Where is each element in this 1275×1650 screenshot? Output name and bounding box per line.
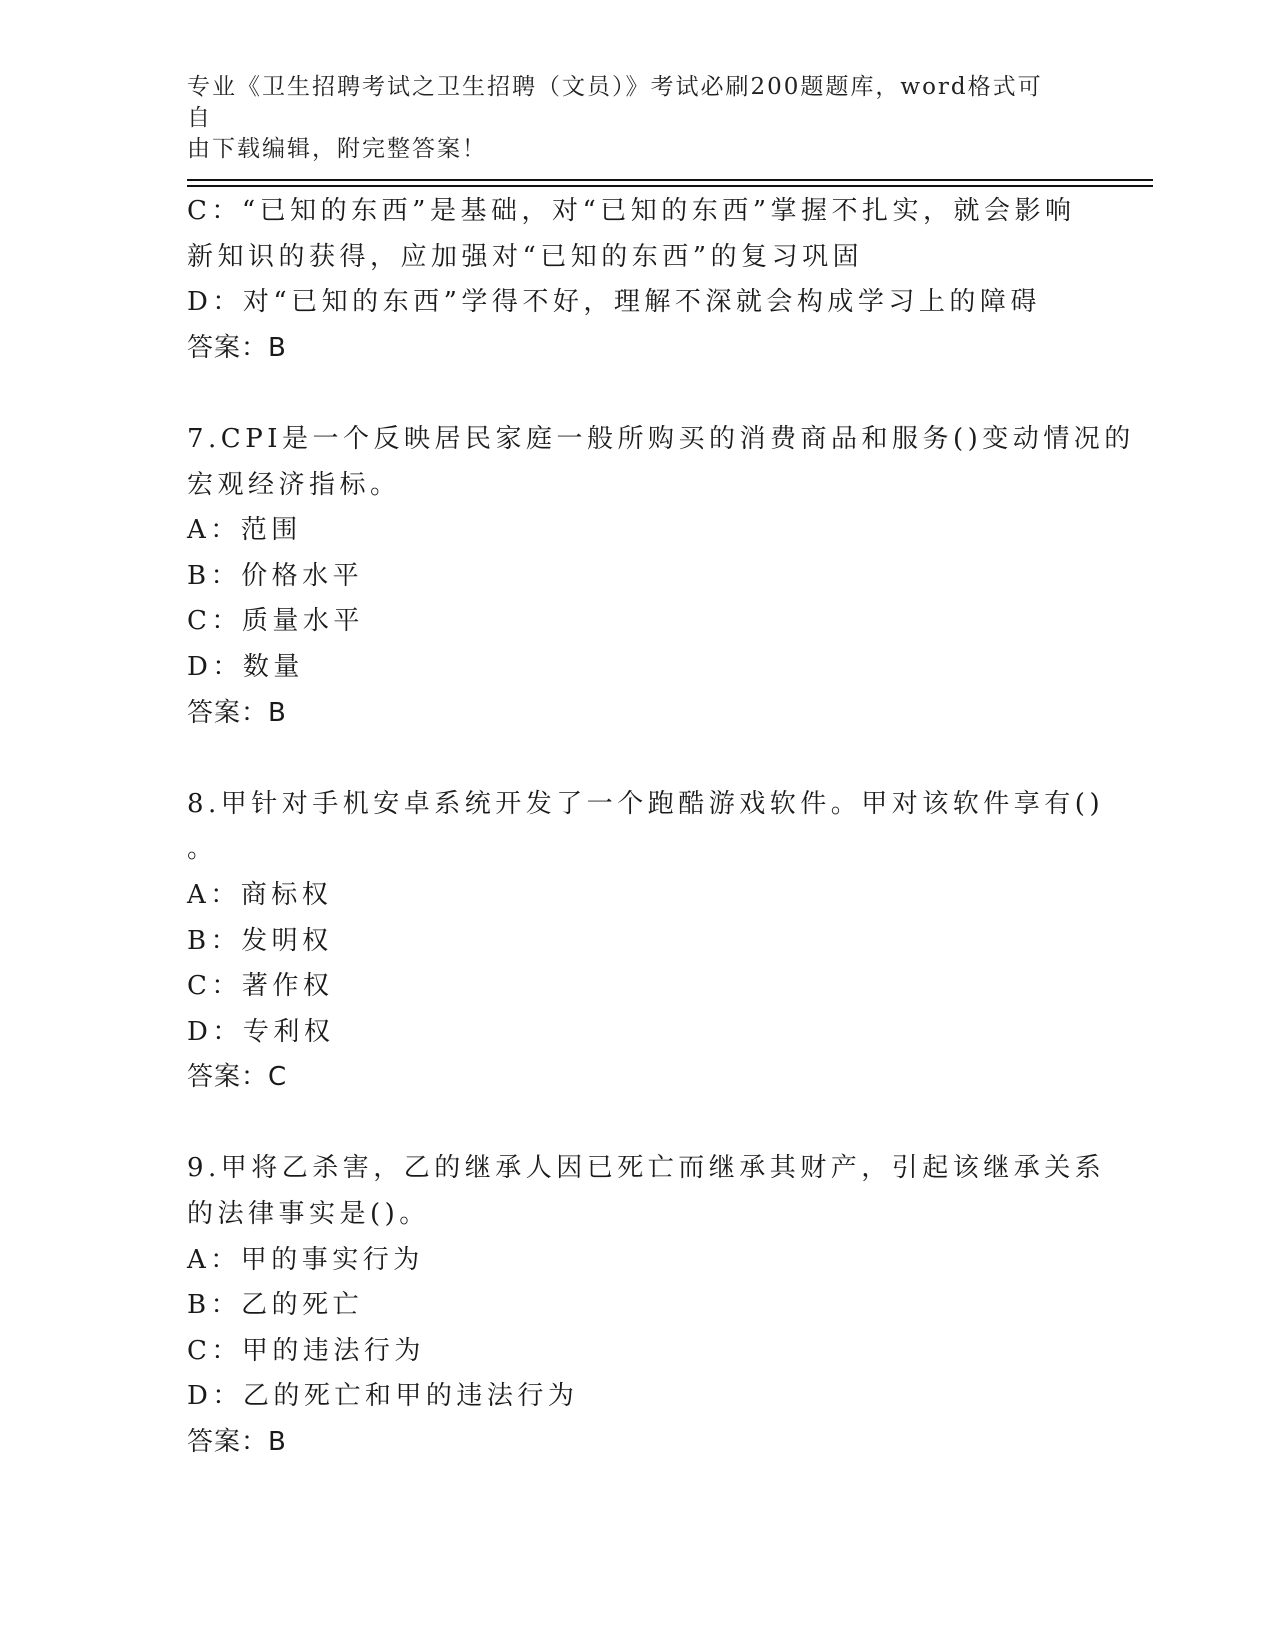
option-c-line-2: 新知识的获得，应加强对“已知的东西”的复习巩固: [187, 241, 864, 272]
option-b: B：发明权: [187, 925, 333, 956]
option-a: A：商标权: [187, 879, 333, 910]
question-8: [187, 782, 1105, 1101]
question-9: [187, 1146, 1106, 1465]
answer-label: 答案：C: [187, 1062, 288, 1093]
spacer: [187, 736, 1087, 782]
header-title-line-2: 由下载编辑，附完整答案！: [187, 136, 487, 162]
header-divider-top: [187, 179, 1153, 181]
question-stem-line-2: 宏观经济指标。: [187, 469, 401, 500]
option-c: C：著作权: [187, 971, 334, 1002]
question-stem-line-1: 8.甲针对手机安卓系统开发了一个跑酷游戏软件。甲对该软件享有(): [187, 788, 1105, 819]
option-d: D：乙的死亡和甲的违法行为: [187, 1381, 579, 1412]
answer-label: 答案：B: [187, 1427, 287, 1458]
header-divider-bottom: [187, 185, 1153, 187]
question-stem-line-1: 7.CPI是一个反映居民家庭一般所购买的消费商品和服务()变动情况的: [187, 423, 1135, 454]
option-c: C：甲的违法行为: [187, 1335, 425, 1366]
option-d: D：专利权: [187, 1016, 335, 1047]
question-stem-line-2: 的法律事实是()。: [187, 1199, 430, 1230]
answer-label: 答案：B: [187, 332, 287, 363]
option-a: A：范围: [187, 515, 302, 546]
spacer: [187, 371, 1087, 417]
header-title-line-1: 专业《卫生招聘考试之卫生招聘（文员）》考试必刷200题题库，word格式可自: [187, 74, 1043, 131]
answer-label: 答案：B: [187, 697, 287, 728]
question-stem-line-1: 9.甲将乙杀害，乙的继承人因已死亡而继承其财产，引起该继承关系: [187, 1153, 1106, 1184]
document-body: [187, 189, 1135, 1466]
option-c-line-1: C：“已知的东西”是基础，对“已知的东西”掌握不扎实，就会影响: [187, 196, 1076, 226]
spacer: [187, 1101, 1087, 1147]
option-c: C：质量水平: [187, 606, 364, 637]
option-d: D：对“已知的东西”学得不好，理解不深就会构成学习上的障碍: [187, 287, 1041, 318]
option-a: A：甲的事实行为: [187, 1244, 424, 1275]
question-7: [187, 417, 1135, 736]
question-6-continuation: [187, 189, 1087, 371]
option-b: B：价格水平: [187, 560, 364, 591]
option-b: B：乙的死亡: [187, 1290, 364, 1321]
question-stem-line-2: 。: [187, 834, 218, 865]
option-d: D：数量: [187, 651, 304, 682]
document-header: [187, 72, 1067, 165]
